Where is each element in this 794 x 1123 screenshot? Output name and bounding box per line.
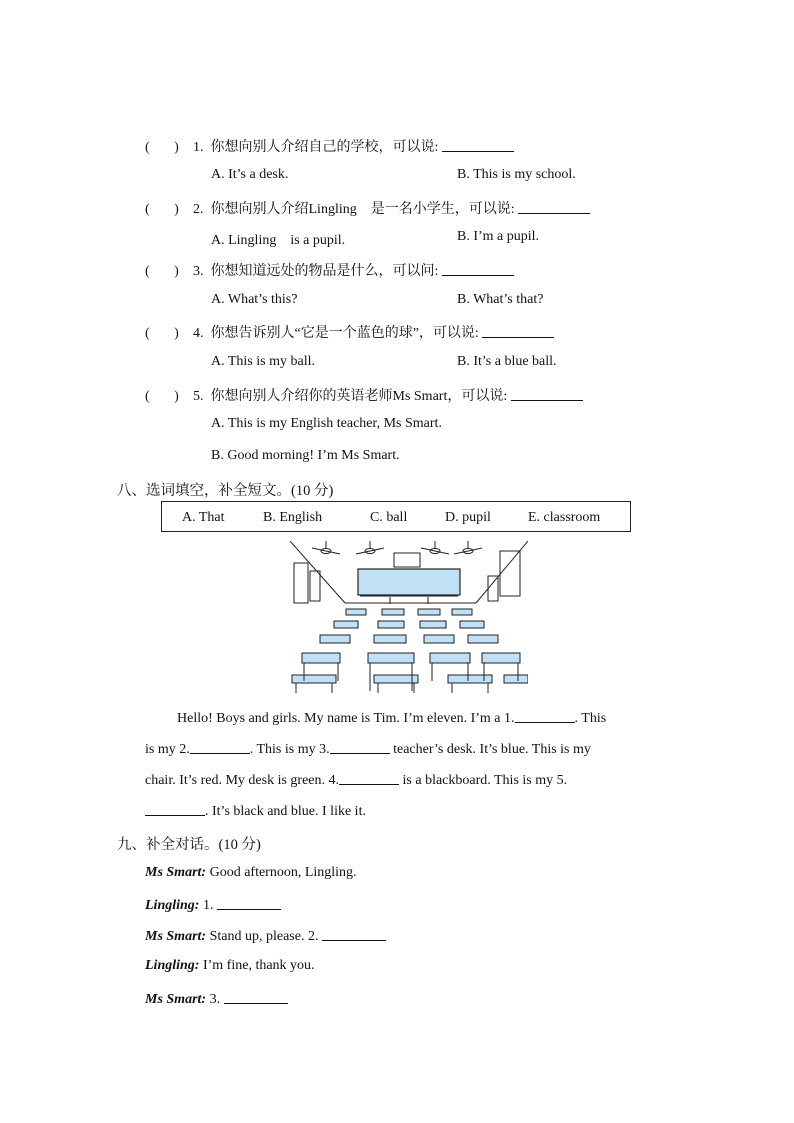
question-prompt: 你想向别人介绍你的英语老师Ms Smart，可以说: [210, 389, 508, 404]
answer-blank[interactable] [339, 771, 399, 785]
option-b: B. It’s a blue ball. [457, 354, 557, 369]
question-number: 2. [193, 202, 204, 217]
speaker-name: Lingling: [145, 958, 200, 973]
word-option: D. pupil [445, 510, 491, 525]
answer-blank[interactable] [511, 387, 583, 401]
question-number: 1. [193, 140, 204, 155]
passage-line-1: Hello! Boys and girls. My name is Tim. I’m eleven. I’m a 1. . This [177, 711, 607, 726]
option-a: A. What’s this? [211, 292, 298, 307]
answer-blank[interactable] [322, 927, 386, 941]
option-a: A. Lingling is a pupil. [211, 233, 346, 248]
word-option: B. English [263, 510, 323, 525]
answer-blank[interactable] [224, 990, 288, 1004]
speaker-name: Lingling: [145, 898, 200, 913]
option-a: A. This is my ball. [211, 354, 315, 369]
answer-blank[interactable] [145, 802, 205, 816]
option-b: B. This is my school. [457, 167, 576, 182]
word-bank [161, 501, 631, 532]
question-2 [145, 198, 590, 218]
question-5 [145, 385, 583, 405]
word-option: E. classroom [528, 510, 601, 525]
passage-line-3: chair. It’s red. My desk is green. 4. is a blackboard. This is my 5. [145, 773, 568, 788]
question-prompt: 你想告诉别人“它是一个蓝色的球”，可以说: [210, 326, 479, 341]
answer-paren[interactable]: ( ) [145, 326, 179, 341]
option-b: B. What’s that? [457, 292, 544, 307]
answer-blank[interactable] [190, 740, 250, 754]
question-3 [145, 260, 514, 280]
section-9-title: 九、补全对话。(10 分) [117, 837, 261, 853]
dialogue-line: Ms Smart: Good afternoon, Lingling. [145, 865, 357, 880]
speaker-name: Ms Smart: [145, 992, 207, 1007]
answer-blank[interactable] [518, 200, 590, 214]
dialogue-line: Lingling: 1. [145, 896, 281, 914]
speaker-name: Ms Smart: [145, 929, 207, 944]
answer-blank[interactable] [515, 709, 575, 723]
question-prompt: 你想向别人介绍自己的学校，可以说: [210, 140, 439, 155]
passage-line-2: is my 2. . This is my 3. teacher’s desk. It’s blue. This is my [145, 742, 591, 757]
answer-blank[interactable] [442, 262, 514, 276]
question-prompt: 你想知道远处的物品是什么，可以问: [210, 264, 439, 279]
answer-blank[interactable] [482, 324, 554, 338]
classroom-illustration-icon [290, 541, 528, 693]
question-4 [145, 322, 554, 342]
option-b: B. Good morning! I’m Ms Smart. [211, 448, 400, 463]
option-a: A. This is my English teacher, Ms Smart. [211, 416, 442, 431]
speaker-name: Ms Smart: [145, 865, 207, 880]
word-option: A. That [182, 510, 225, 525]
answer-paren[interactable]: ( ) [145, 140, 179, 155]
dialogue-line: Lingling: I’m fine, thank you. [145, 958, 315, 973]
question-number: 5. [193, 389, 204, 404]
dialogue-line: Ms Smart: Stand up, please. 2. [145, 927, 386, 945]
answer-blank[interactable] [442, 138, 514, 152]
option-a: A. It’s a desk. [211, 167, 289, 182]
answer-blank[interactable] [330, 740, 390, 754]
word-option: C. ball [370, 510, 408, 525]
dialogue-line: Ms Smart: 3. [145, 990, 288, 1008]
question-number: 4. [193, 326, 204, 341]
question-1 [145, 136, 514, 156]
answer-paren[interactable]: ( ) [145, 389, 179, 404]
question-number: 3. [193, 264, 204, 279]
answer-paren[interactable]: ( ) [145, 202, 179, 217]
passage-line-4: . It’s black and blue. I like it. [145, 802, 675, 820]
option-b: B. I’m a pupil. [457, 229, 540, 244]
question-prompt: 你想向别人介绍Lingling 是一名小学生，可以说: [210, 202, 515, 217]
answer-blank[interactable] [217, 896, 281, 910]
section-8-title: 八、选词填空，补全短文。(10 分) [117, 483, 334, 499]
answer-paren[interactable]: ( ) [145, 264, 179, 279]
